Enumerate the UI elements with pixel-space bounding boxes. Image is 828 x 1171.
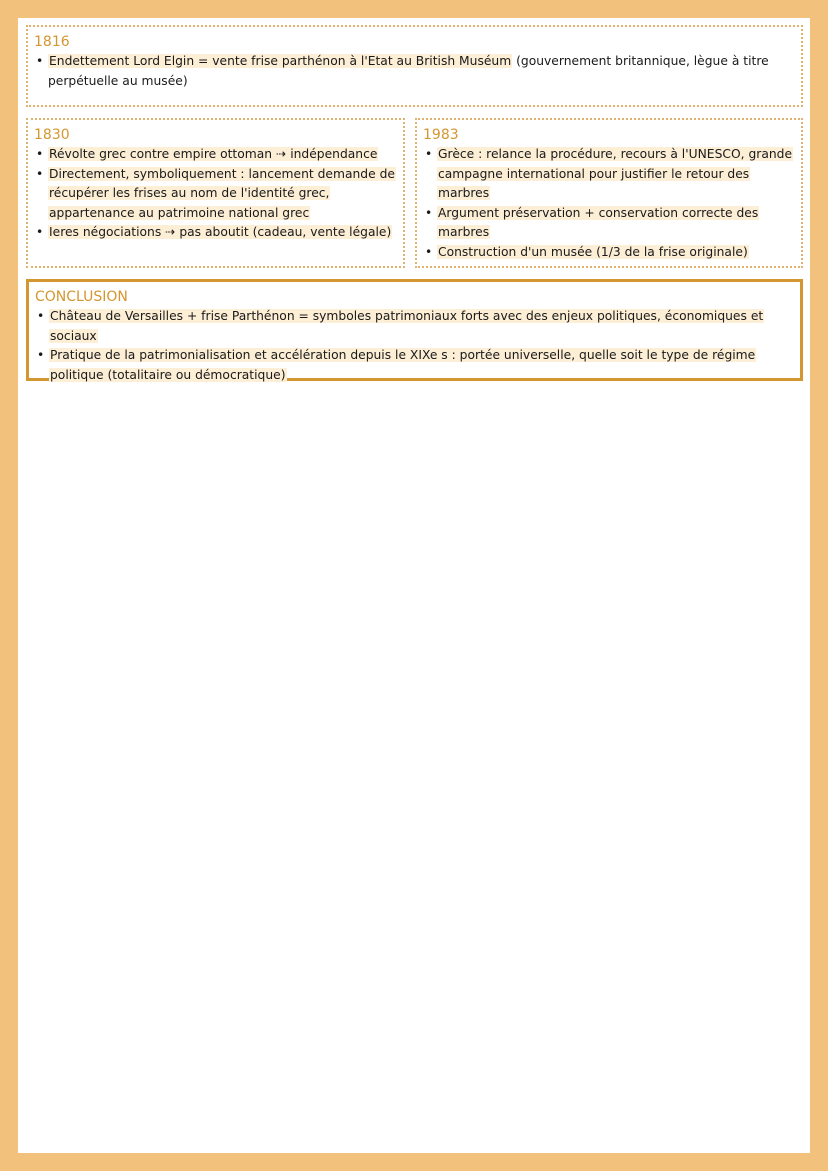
bullet-list — [35, 307, 792, 385]
highlighted-text: Révolte grec contre empire ottoman ⇢ indépendance — [49, 147, 378, 161]
highlighted-text: Château de Versailles + frise Parthénon = symboles patrimoniaux forts avec des enjeux politiques, économiques et sociaux — [50, 309, 764, 343]
list-item — [48, 52, 793, 91]
bullet-list — [423, 145, 793, 262]
list-item — [437, 204, 793, 243]
section-1830 — [26, 118, 405, 268]
highlighted-text: Endettement Lord Elgin = vente frise parthénon à l'Etat au British Muséum — [49, 54, 512, 68]
bullet-list — [34, 145, 395, 243]
section-1816 — [26, 25, 803, 107]
list-item — [48, 145, 395, 165]
section-heading: 1983 — [423, 127, 459, 143]
bullet-list — [34, 52, 793, 91]
section-heading: 1830 — [34, 127, 70, 143]
highlighted-text: Argument préservation + conservation correcte des marbres — [438, 205, 759, 239]
list-item — [48, 223, 395, 243]
plain-text: (gouvernement britannique, lègue à titre perpétuelle au musée) — [48, 54, 769, 88]
section-1983 — [415, 118, 803, 268]
list-item — [437, 243, 793, 263]
list-item — [437, 145, 793, 204]
highlighted-text: Pratique de la patrimonialisation et accélération depuis le XIXe s : portée universelle, quelle soit le type de régime politique (totalitaire ou démocratique) — [50, 348, 756, 382]
highlighted-text: Grèce : relance la procédure, recours à l'UNESCO, grande campagne international pour justifier le retour des marbres — [438, 147, 793, 200]
section-conclusion — [26, 279, 803, 381]
list-item — [49, 346, 792, 385]
highlighted-text: Directement, symboliquement : lancement demande de récupérer les frises au nom de l'identité grec, appartenance au patrimoine national grec — [49, 166, 395, 220]
list-item — [48, 165, 395, 224]
notes-page — [18, 18, 810, 1153]
section-heading: CONCLUSION — [35, 289, 128, 305]
highlighted-text: Ieres négociations ⇢ pas aboutit (cadeau, vente légale) — [49, 225, 392, 239]
list-item — [49, 307, 792, 346]
section-heading: 1816 — [34, 34, 70, 50]
highlighted-text: Construction d'un musée (1/3 de la frise originale) — [438, 244, 748, 259]
